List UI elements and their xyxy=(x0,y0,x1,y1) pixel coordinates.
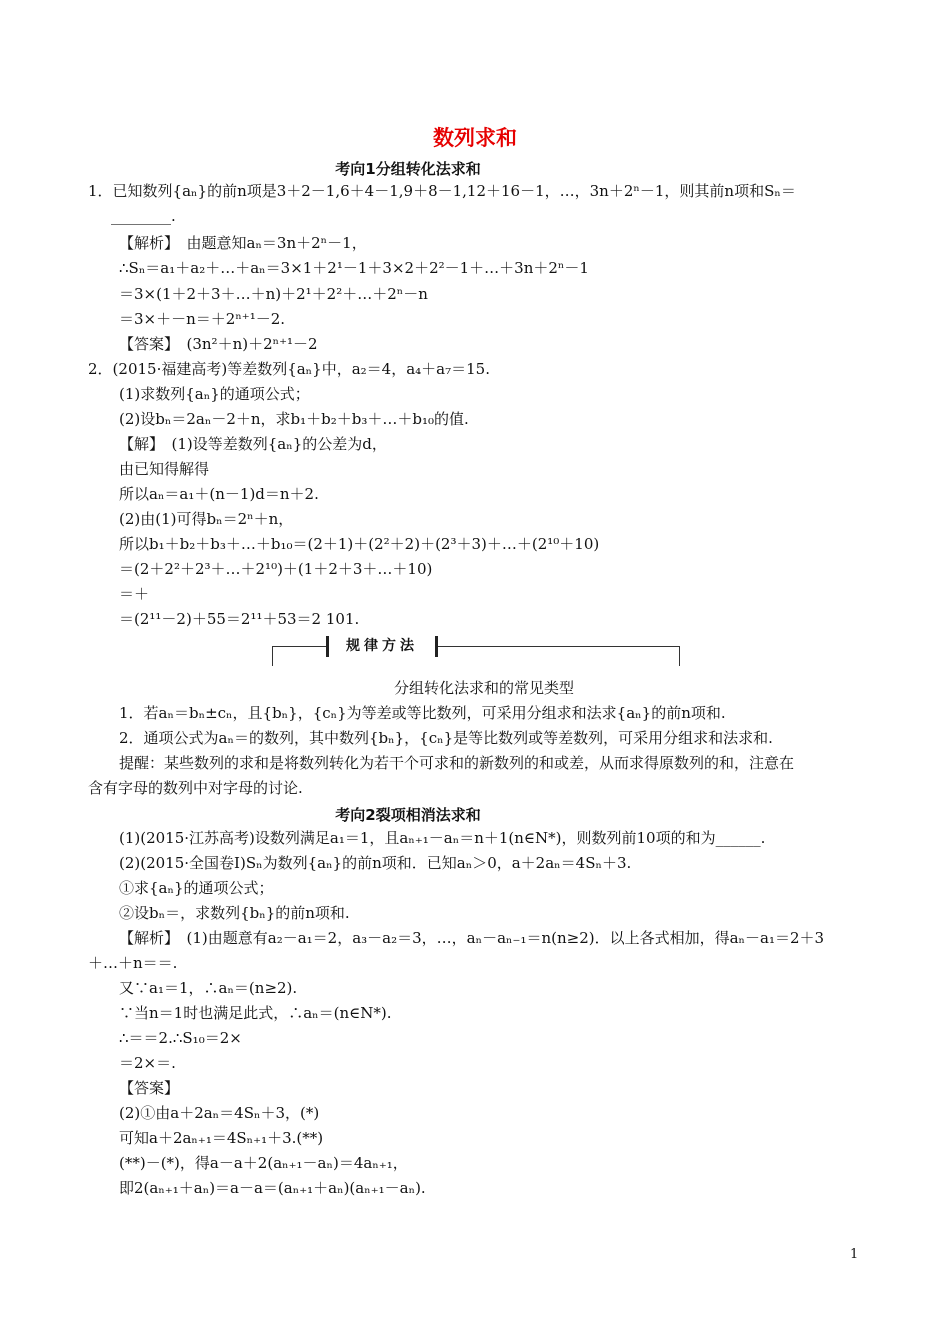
page-title: 数列求和 xyxy=(433,126,517,150)
answer-line: 【答案】 (3n²＋n)＋2ⁿ⁺¹－2 xyxy=(119,335,318,353)
solution-line: 【解】 (1)设等差数列{aₙ}的公差为d， xyxy=(119,435,387,453)
solution-line: ＋…＋n＝＝. xyxy=(88,954,178,972)
methods-item-1: 1．若aₙ＝bₙ±cₙ，且{bₙ}，{cₙ}为等差或等比数列，可采用分组求和法求{aₙ}的前n项和. xyxy=(119,704,726,722)
section-heading-2: 考向2裂项相消法求和 xyxy=(335,806,481,824)
solution-line: 可知a＋2aₙ₊₁＝4Sₙ₊₁＋3.(**) xyxy=(119,1129,324,1147)
problem-2-part-1: (1)求数列{aₙ}的通项公式； xyxy=(119,385,310,403)
methods-tip: 提醒：某些数列的求和是将数列转化为若干个可求和的新数列的和或差，从而求得原数列的和，注意在 xyxy=(119,754,795,772)
answer-line: 【答案】 xyxy=(119,1079,180,1097)
problem-3-part-1: (1)(2015·江苏高考)设数列满足a₁＝1，且aₙ₊₁－aₙ＝n＋1(n∈N*)，则数列前10项的和为______. xyxy=(119,829,766,847)
solution-line: ∵当n＝1时也满足此式，∴aₙ＝(n∈N*). xyxy=(119,1004,392,1022)
solution-line: ＝3×＋－n＝＋2ⁿ⁺¹－2. xyxy=(119,310,286,328)
solution-line: 【解析】 由题意知aₙ＝3n＋2ⁿ－1， xyxy=(119,234,367,252)
solution-line: (2)①由a＋2aₙ＝4Sₙ＋3，(*) xyxy=(119,1104,320,1122)
problem-2-text: 2．(2015·福建高考)等差数列{aₙ}中，a₂＝4，a₄＋a₇＝15. xyxy=(88,360,490,378)
problem-1-blank: ________. xyxy=(111,207,176,225)
solution-line: ＝3×(1＋2＋3＋…＋n)＋2¹＋2²＋…＋2ⁿ－n xyxy=(119,285,428,303)
methods-tip-cont: 含有字母的数列中对字母的讨论. xyxy=(88,779,303,797)
problem-1-text: 1．已知数列{aₙ}的前n项是3＋2－1,6＋4－1,9＋8－1,12＋16－1，…，3n＋2ⁿ－1，则其前n项和Sₙ＝ xyxy=(88,182,796,200)
solution-line: ∴Sₙ＝a₁＋a₂＋…＋aₙ＝3×1＋2¹－1＋3×2＋2²－1＋…＋3n＋2ⁿ－1 xyxy=(119,259,589,277)
solution-line: (2)由(1)可得bₙ＝2ⁿ＋n， xyxy=(119,510,294,528)
solution-line: 【解析】 (1)由题意有a₂－a₁＝2，a₃－a₂＝3，…，aₙ－aₙ₋₁＝n(n≥2)．以上各式相加，得aₙ－a₁＝2＋3 xyxy=(119,929,825,947)
problem-3-sub-2: ②设bₙ＝，求数列{bₙ}的前n项和. xyxy=(119,904,350,922)
solution-line: 即2(aₙ₊₁＋aₙ)＝a－a＝(aₙ₊₁＋aₙ)(aₙ₊₁－aₙ). xyxy=(119,1179,426,1197)
solution-line: 由已知得解得 xyxy=(119,460,210,478)
solution-line: ∴＝＝2.∴S₁₀＝2× xyxy=(119,1029,242,1047)
solution-line: 所以b₁＋b₂＋b₃＋…＋b₁₀＝(2＋1)＋(2²＋2)＋(2³＋3)＋…＋(2¹⁰＋10) xyxy=(119,535,600,553)
problem-3-part-2: (2)(2015·全国卷Ⅰ)Sₙ为数列{aₙ}的前n项和．已知aₙ＞0，a＋2aₙ＝4Sₙ＋3. xyxy=(119,854,632,872)
problem-2-part-2: (2)设bₙ＝2aₙ－2＋n，求b₁＋b₂＋b₃＋…＋b₁₀的值. xyxy=(119,410,469,428)
solution-line: ＝2×＝. xyxy=(119,1054,176,1072)
solution-line: (**)－(*)，得a－a＋2(aₙ₊₁－aₙ)＝4aₙ₊₁， xyxy=(119,1154,408,1172)
methods-subtitle: 分组转化法求和的常见类型 xyxy=(394,679,575,697)
solution-line: ＝＋ xyxy=(119,585,150,603)
section-heading-1: 考向1分组转化法求和 xyxy=(335,160,481,178)
methods-banner xyxy=(272,636,680,666)
solution-line: 所以aₙ＝a₁＋(n－1)d＝n＋2. xyxy=(119,485,319,503)
solution-line: ＝(2¹¹－2)＋55＝2¹¹＋53＝2 101. xyxy=(119,610,360,628)
problem-3-sub-1: ①求{aₙ}的通项公式； xyxy=(119,879,274,897)
methods-item-2: 2．通项公式为aₙ＝的数列，其中数列{bₙ}，{cₙ}是等比数列或等差数列，可采用分组求和法求和. xyxy=(119,729,773,747)
page-number: 1 xyxy=(850,1247,859,1262)
methods-label: 规律方法 xyxy=(326,636,438,657)
solution-line: 又∵a₁＝1，∴aₙ＝(n≥2). xyxy=(119,979,298,997)
solution-line: ＝(2＋2²＋2³＋…＋2¹⁰)＋(1＋2＋3＋…＋10) xyxy=(119,560,433,578)
